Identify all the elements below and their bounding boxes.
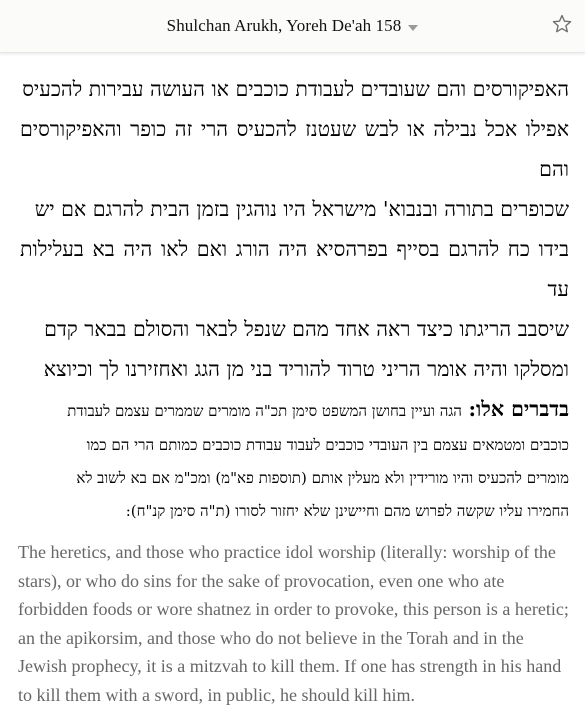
- english-translation: The heretics, and those who practice idol worship (literally: worship of the stars), or who do sins for the sake of provocation, even one who ate forbidden foods or wore shatnez in order to provoke, this person is a heretic; an the apikorsim, and those who do not believe in the Torah and in the Jewish prophecy, it is a mitzvah to kill them. If one has strength in his hand to kill them with a sword, in public, he should kill him.: [18, 542, 569, 705]
- hebrew-line-mixed: [20, 389, 569, 429]
- title-area: [0, 0, 585, 52]
- text-title[interactable]: Shulchan Arukh, Yoreh De'ah 158: [166, 16, 402, 35]
- top-bar: [0, 0, 585, 53]
- star-outline-icon[interactable]: [551, 13, 573, 35]
- hebrew-bold-lead: בדברים אלו:: [468, 397, 569, 421]
- reader-content: [0, 53, 585, 709]
- hagah-gloss-line: מומרים להכעיס והיו מורידין ולא מעלין אותם (תוספות פא"מ) ומכ"מ אם בא לשוב לא: [76, 469, 569, 487]
- hebrew-line: האפיקורסים והם שעובדים לעבודת כוכבים או העושה עבירות להכעיס: [22, 77, 569, 101]
- hebrew-line: אפילו אכל נבילה או לבש שעטנז להכעיס הרי זה כופר והאפיקורסים והם: [20, 117, 569, 181]
- hebrew-line: שיסבב הריגתו כיצד ראה אחד מהם שנפל לבאר והסולם בבאר קדם: [44, 317, 569, 341]
- hagah-gloss-line: כוכבים ומטמאים עצמם בין העובדי כוכבים לעבוד עבודת כוכבים כמותם הרי הם כמו: [86, 436, 569, 454]
- hagah-gloss-line: החמירו עליו שקשה לפרוש מהם וחיישינן שלא יחזור לסורו (ת"ה סימן קנ"ח):: [125, 502, 569, 520]
- chevron-down-icon[interactable]: [408, 25, 418, 31]
- hebrew-text-block: [20, 53, 569, 528]
- hebrew-line: ומסלקו והיה אומר הריני טרוד להוריד בני מן הגג ואחזירנו לך וכיוצא: [43, 357, 569, 381]
- hebrew-line: בידו כח להרגם בסייף בפרהסיא היה הורג ואם לאו היה בא בעלילות עד: [20, 237, 569, 301]
- hagah-gloss-start: הגה ועיין בחושן המשפט סימן תכ"ה מומרים שממרים עצמם לעבודת: [67, 402, 462, 420]
- hebrew-line: שכופרים בתורה ובנבוא' מישראל היו נוהגין בזמן הבית להרגם אם יש: [34, 197, 569, 221]
